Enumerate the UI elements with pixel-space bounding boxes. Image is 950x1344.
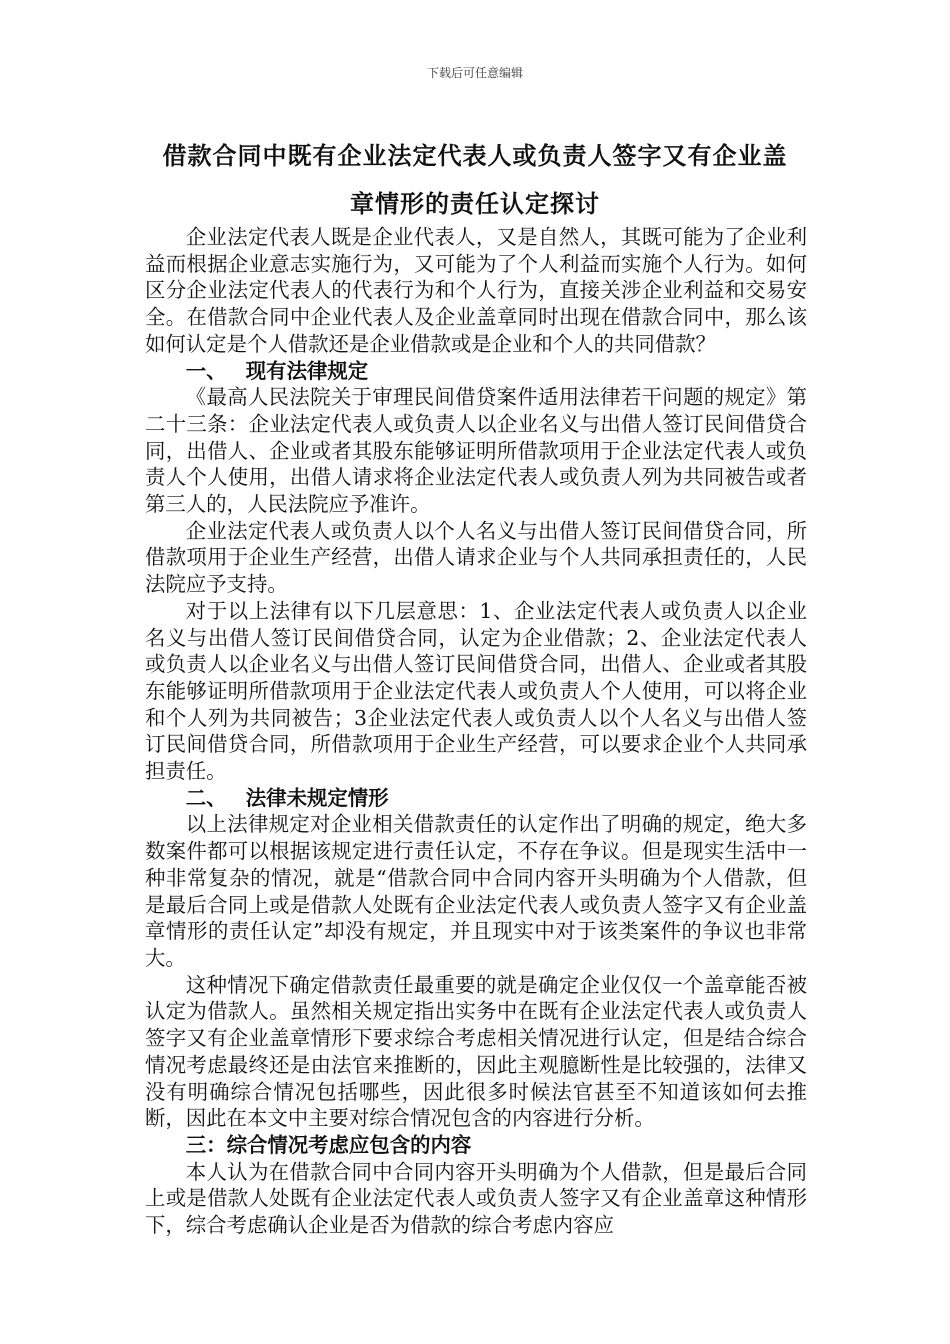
document-title-line-2: 章情形的责任认定探讨 <box>350 190 600 218</box>
section1-paragraph-1: 《最高人民法院关于审理民间借贷案件适用法律若干问题的规定》第二十三条：企业法定代表人或负责人以企业名义与出借人签订民间借贷合同，出借人、企业或者其股东能够证明所借款项用于企业法定代表人或负责人个人使用，出借人请求将企业法定代表人或负责人列为共同被告或者第三人的，人民法院应予准许。 <box>145 385 807 517</box>
intro-paragraph: 企业法定代表人既是企业代表人，又是自然人，其既可能为了企业利益而根据企业意志实施行为，又可能为了个人利益而实施个人行为。如何区分企业法定代表人的代表行为和个人行为，直接关涉企业利益和交易安全。在借款合同中企业代表人及企业盖章同时出现在借款合同中，那么该如何认定是个人借款还是企业借款或是企业和个人的共同借款？ <box>145 225 807 356</box>
section-heading-3: 三：综合情况考虑应包含的内容 <box>185 1132 472 1157</box>
section-heading-2 <box>145 785 807 812</box>
section-number-2: 二、 <box>185 785 227 810</box>
section-title-2: 法律未规定情形 <box>245 785 389 810</box>
section-heading-1 <box>145 358 807 385</box>
section-title-1: 现有法律规定 <box>245 358 369 383</box>
section3-paragraph-1: 本人认为在借款合同中合同内容开头明确为个人借款，但是最后合同上或是借款人处既有企业法定代表人或负责人签字又有企业盖章这种情形下，综合考虑确认企业是否为借款的综合考虑内容应 <box>145 1159 807 1238</box>
section-number-1: 一、 <box>185 358 227 383</box>
section2-paragraph-1: 以上法律规定对企业相关借款责任的认定作出了明确的规定，绝大多数案件都可以根据该规定进行责任认定，不存在争议。但是现实生活中一种非常复杂的情况，就是“借款合同中合同内容开头明确为个人借款，但是最后合同上或是借款人处既有企业法定代表人或负责人签字又有企业盖章情形的责任认定”却没有规定，并且现实中对于该类案件的争议也非常大。 <box>145 812 807 970</box>
section2-paragraph-2: 这种情况下确定借款责任最重要的就是确定企业仅仅一个盖章能否被认定为借款人。虽然相关规定指出实务中在既有企业法定代表人或负责人签字又有企业盖章情形下要求综合考虑相关情况进行认定，但是结合综合情况考虑最终还是由法官来推断的，因此主观臆断性是比较强的，法律又没有明确综合情况包括哪些，因此很多时候法官甚至不知道该如何去推断，因此在本文中主要对综合情况包含的内容进行分析。 <box>145 972 807 1131</box>
document-body <box>145 224 807 1239</box>
section1-paragraph-3: 对于以上法律有以下几层意思：1、企业法定代表人或负责人以企业名义与出借人签订民间借贷合同，认定为企业借款；2、企业法定代表人或负责人以企业名义与出借人签订民间借贷合同，出借人、企业或者其股东能够证明所借款项用于企业法定代表人或负责人个人使用，可以将企业和个人列为共同被告；3企业法定代表人或负责人以个人名义与出借人签订民间借贷合同，所借款项用于企业生产经营，可以要求企业个人共同承担责任。 <box>145 598 807 784</box>
document-title-line-1: 借款合同中既有企业法定代表人或负责人签字又有企业盖 <box>162 142 788 170</box>
page-header-note: 下载后可任意编辑 <box>426 66 523 80</box>
section1-paragraph-2: 企业法定代表人或负责人以个人名义与出借人签订民间借贷合同，所借款项用于企业生产经营，出借人请求企业与个人共同承担责任的，人民法院应予支持。 <box>145 518 807 597</box>
